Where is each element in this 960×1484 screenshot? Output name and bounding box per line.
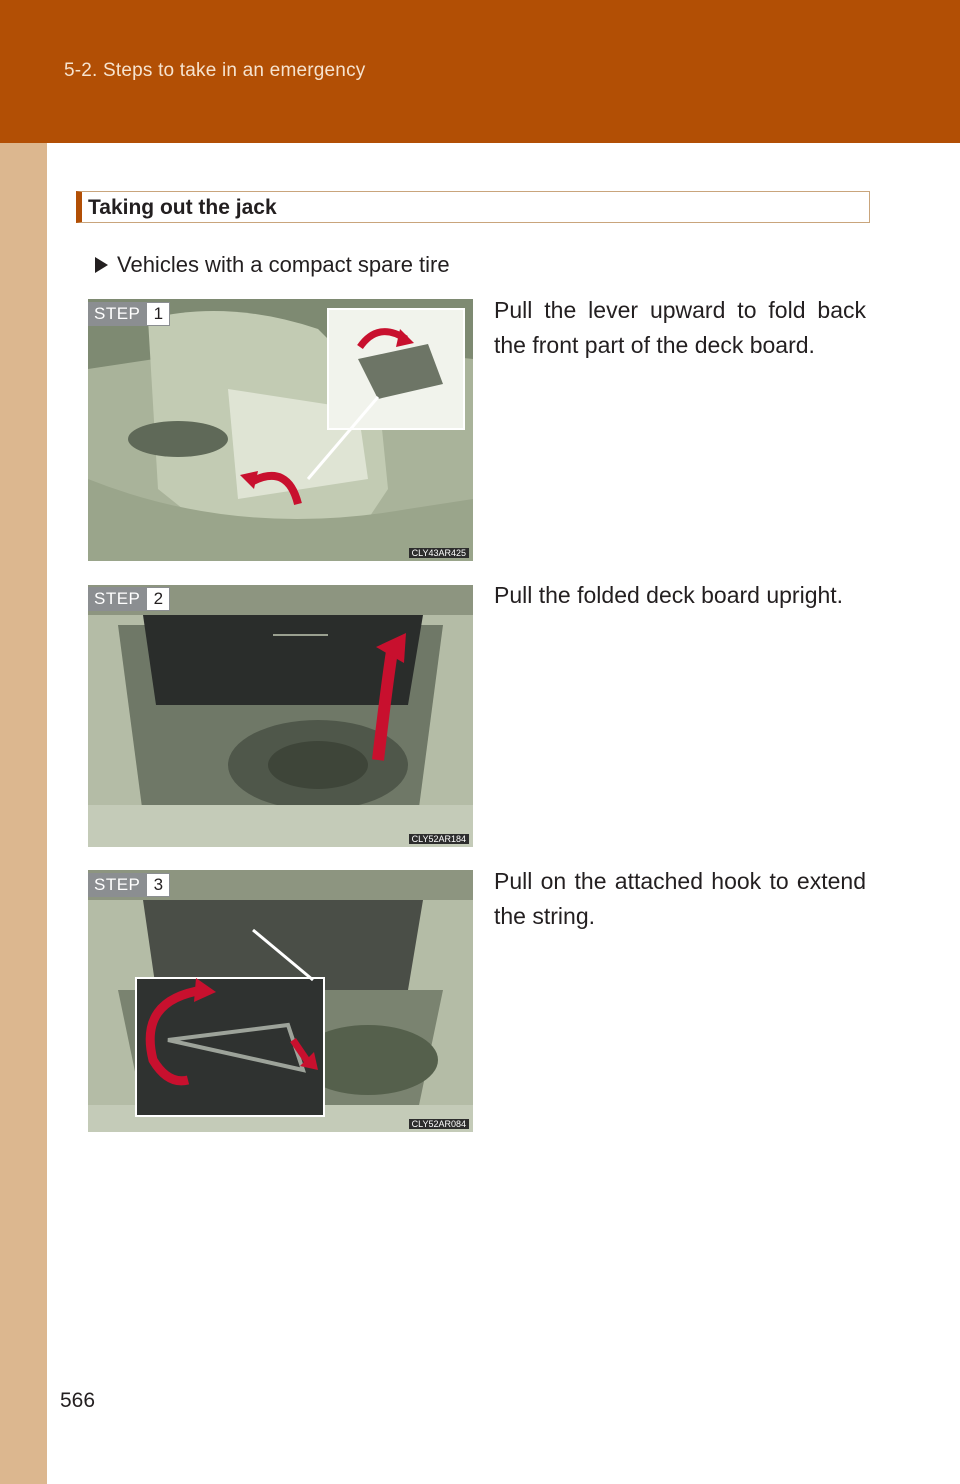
step-badge-3 — [88, 873, 170, 897]
figure-code: CLY43AR425 — [409, 548, 469, 558]
step-1-text: Pull the lever upward to fold back the front part of the deck board. — [494, 297, 866, 358]
step-number: 1 — [146, 302, 170, 326]
step-3-text: Pull on the attached hook to extend the string. — [494, 868, 866, 929]
figure-step-3 — [88, 870, 473, 1132]
step-badge-1 — [88, 302, 170, 326]
step-word: STEP — [88, 302, 146, 326]
step-badge-2 — [88, 587, 170, 611]
step-number: 3 — [146, 873, 170, 897]
figure-code: CLY52AR184 — [409, 834, 469, 844]
sub-heading-text: Vehicles with a compact spare tire — [117, 252, 450, 277]
figure-code: CLY52AR084 — [409, 1119, 469, 1129]
section-title-bar — [76, 191, 870, 223]
figure-step-1 — [88, 299, 473, 561]
step-word: STEP — [88, 873, 146, 897]
section-label: 5-2. Steps to take in an emergency — [64, 60, 366, 81]
step-word: STEP — [88, 587, 146, 611]
page-number: 566 — [60, 1389, 96, 1412]
section-title: Taking out the jack — [88, 196, 277, 219]
right-pointer-icon — [95, 257, 108, 273]
sub-heading — [95, 252, 450, 278]
step-2-text: Pull the folded deck board upright. — [494, 582, 844, 608]
header-band — [0, 0, 960, 143]
figure-step-2 — [88, 585, 473, 847]
step-number: 2 — [146, 587, 170, 611]
left-margin-strip — [0, 0, 47, 1484]
